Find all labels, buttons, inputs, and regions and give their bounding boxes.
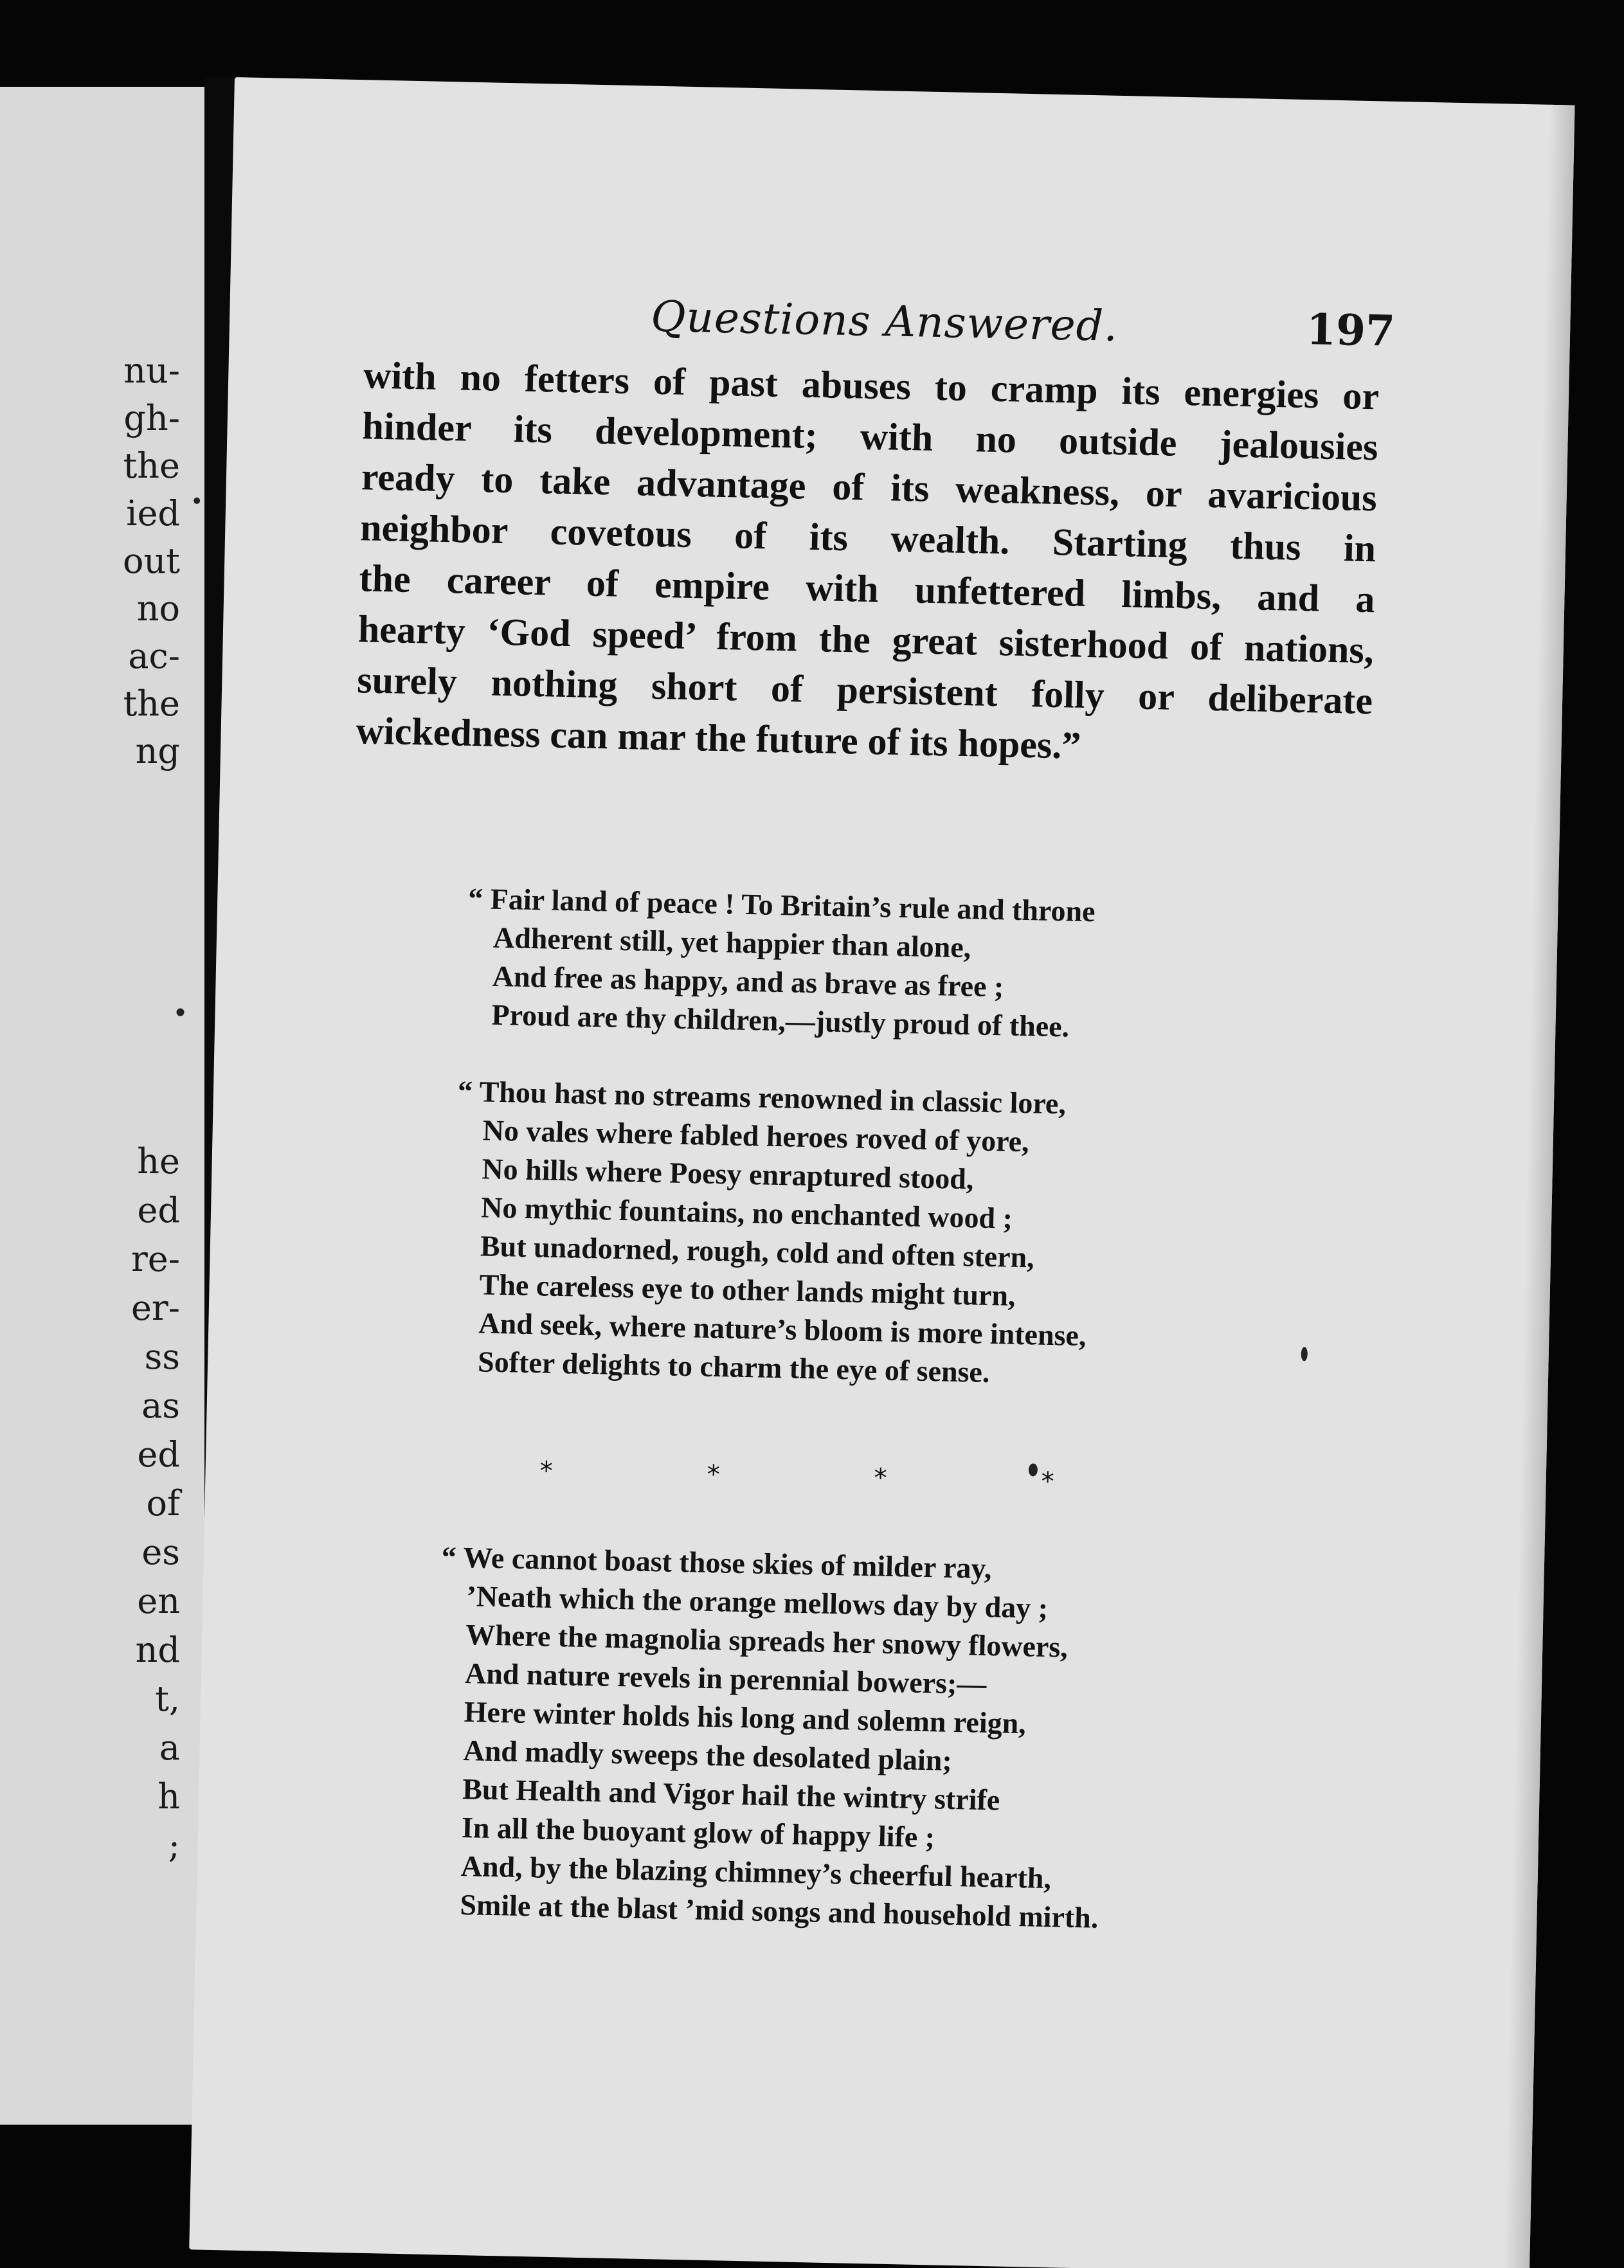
fragment-line: as [141, 1385, 180, 1426]
verse-line: And, by the blazing chimney’s cheerful hearth, [460, 1849, 1052, 1895]
prose-line: wickedness can mar the future of its hopes.” [356, 709, 1082, 767]
fragment-line: gh- [123, 398, 180, 438]
verse-line: But unadorned, rough, cold and often stern, [480, 1229, 1035, 1274]
fragment-line: a [159, 1727, 180, 1768]
scan-speck [1301, 1347, 1308, 1361]
previous-page-strip [0, 87, 204, 2125]
fragment-line: er- [131, 1288, 180, 1328]
fragment-line: en [137, 1581, 180, 1621]
verse-line: No mythic fountains, no enchanted wood ; [480, 1191, 1013, 1235]
fragment-line: of [146, 1483, 180, 1524]
fragment-line: the [123, 683, 180, 724]
fragment-line: nd [135, 1630, 180, 1670]
running-head: Questions Answered. [650, 291, 1119, 351]
verse-line: The careless eye to other lands might turn, [479, 1268, 1016, 1312]
fragment-line: ed [137, 1434, 180, 1475]
verse-line: No hills where Poesy enraptured stood, [481, 1152, 974, 1196]
prose-paragraph [356, 350, 1380, 777]
fragment-line: ied [126, 493, 180, 534]
fragment-line: ac- [128, 636, 180, 676]
verse-line: “ Fair land of peace ! To Britain’s rule and throne [467, 881, 1096, 928]
verse-line: “ Thou hast no streams renowned in classic lore, [457, 1074, 1067, 1120]
fragment-line: es [141, 1532, 180, 1572]
poem-stanza-1 [465, 879, 1096, 1047]
verse-line: In all the buoyant glow of happy life ; [461, 1810, 935, 1854]
verse-line: And nature revels in perennial bowers;— [464, 1657, 987, 1701]
fragment-line: he [137, 1141, 180, 1182]
verse-line: And seek, where nature’s bloom is more intense, [478, 1306, 1087, 1353]
verse-line: Adherent still, yet happier than alone, [492, 921, 971, 964]
prose-line: with no fetters of past abuses to cramp its energies or [363, 354, 1380, 418]
separator-asterisk: * [1041, 1466, 1054, 1497]
prose-line: neighbor covetous of its wealth. Starting thus in [359, 506, 1376, 570]
fragment-line: the [123, 446, 180, 486]
fragment-line: no [136, 588, 180, 629]
verse-line: ’Neath which the orange mellows day by day ; [466, 1580, 1049, 1625]
fragment-line: t, [155, 1679, 180, 1719]
fragment-line: re- [131, 1239, 180, 1279]
verse-line: Smile at the blast ’mid songs and household mirth. [460, 1887, 1099, 1934]
fragment-line: nu- [123, 350, 180, 391]
verse-line: Softer delights to charm the eye of sense. [477, 1345, 990, 1389]
fragment-line: h [158, 1776, 180, 1817]
book-page [189, 77, 1574, 2268]
verse-line: No vales where fabled heroes roved of yore, [482, 1113, 1030, 1158]
fragment-line: ss [144, 1336, 180, 1377]
fragment-line: ; [168, 1825, 180, 1866]
fragment-line: ed [137, 1190, 180, 1230]
page-edge-shadow [1504, 105, 1575, 2268]
verse-line: “ We cannot boast those skies of milder ray, [441, 1540, 992, 1585]
verse-line: Where the magnolia spreads her snowy flowers, [465, 1618, 1069, 1664]
prose-line: hinder its development; with no outside jealousies [361, 404, 1379, 469]
prose-line: ready to take advantage of its weakness, or avaricious [361, 455, 1378, 519]
separator-asterisk: * [539, 1456, 554, 1486]
prose-line: the career of empire with unfettered limbs, and a [359, 557, 1376, 621]
verse-line: But Health and Vigor hail the wintry strife [462, 1772, 1000, 1817]
separator-asterisk: * [874, 1463, 888, 1493]
prose-line: hearty ‘God speed’ from the great sisterhood of nations, [357, 608, 1375, 672]
verse-line: And madly sweeps the desolated plain; [463, 1734, 953, 1777]
fragment-line: ng [135, 731, 180, 771]
verse-line: And free as happy, and as brave as free ; [492, 959, 1004, 1004]
verse-line: Here winter holds his long and solemn reign, [464, 1695, 1027, 1740]
fragment-line: out [123, 541, 180, 581]
poem-stanza-2 [452, 1072, 1092, 1394]
poem-stanza-3 [434, 1538, 1106, 1938]
verse-line: Proud are thy children,—justly proud of thee. [491, 998, 1070, 1043]
prose-line: surely nothing short of persistent folly or deliberate [356, 658, 1373, 723]
section-separator [539, 1456, 1054, 1497]
page-number: 197 [1306, 304, 1396, 356]
separator-asterisk: * [707, 1459, 721, 1490]
